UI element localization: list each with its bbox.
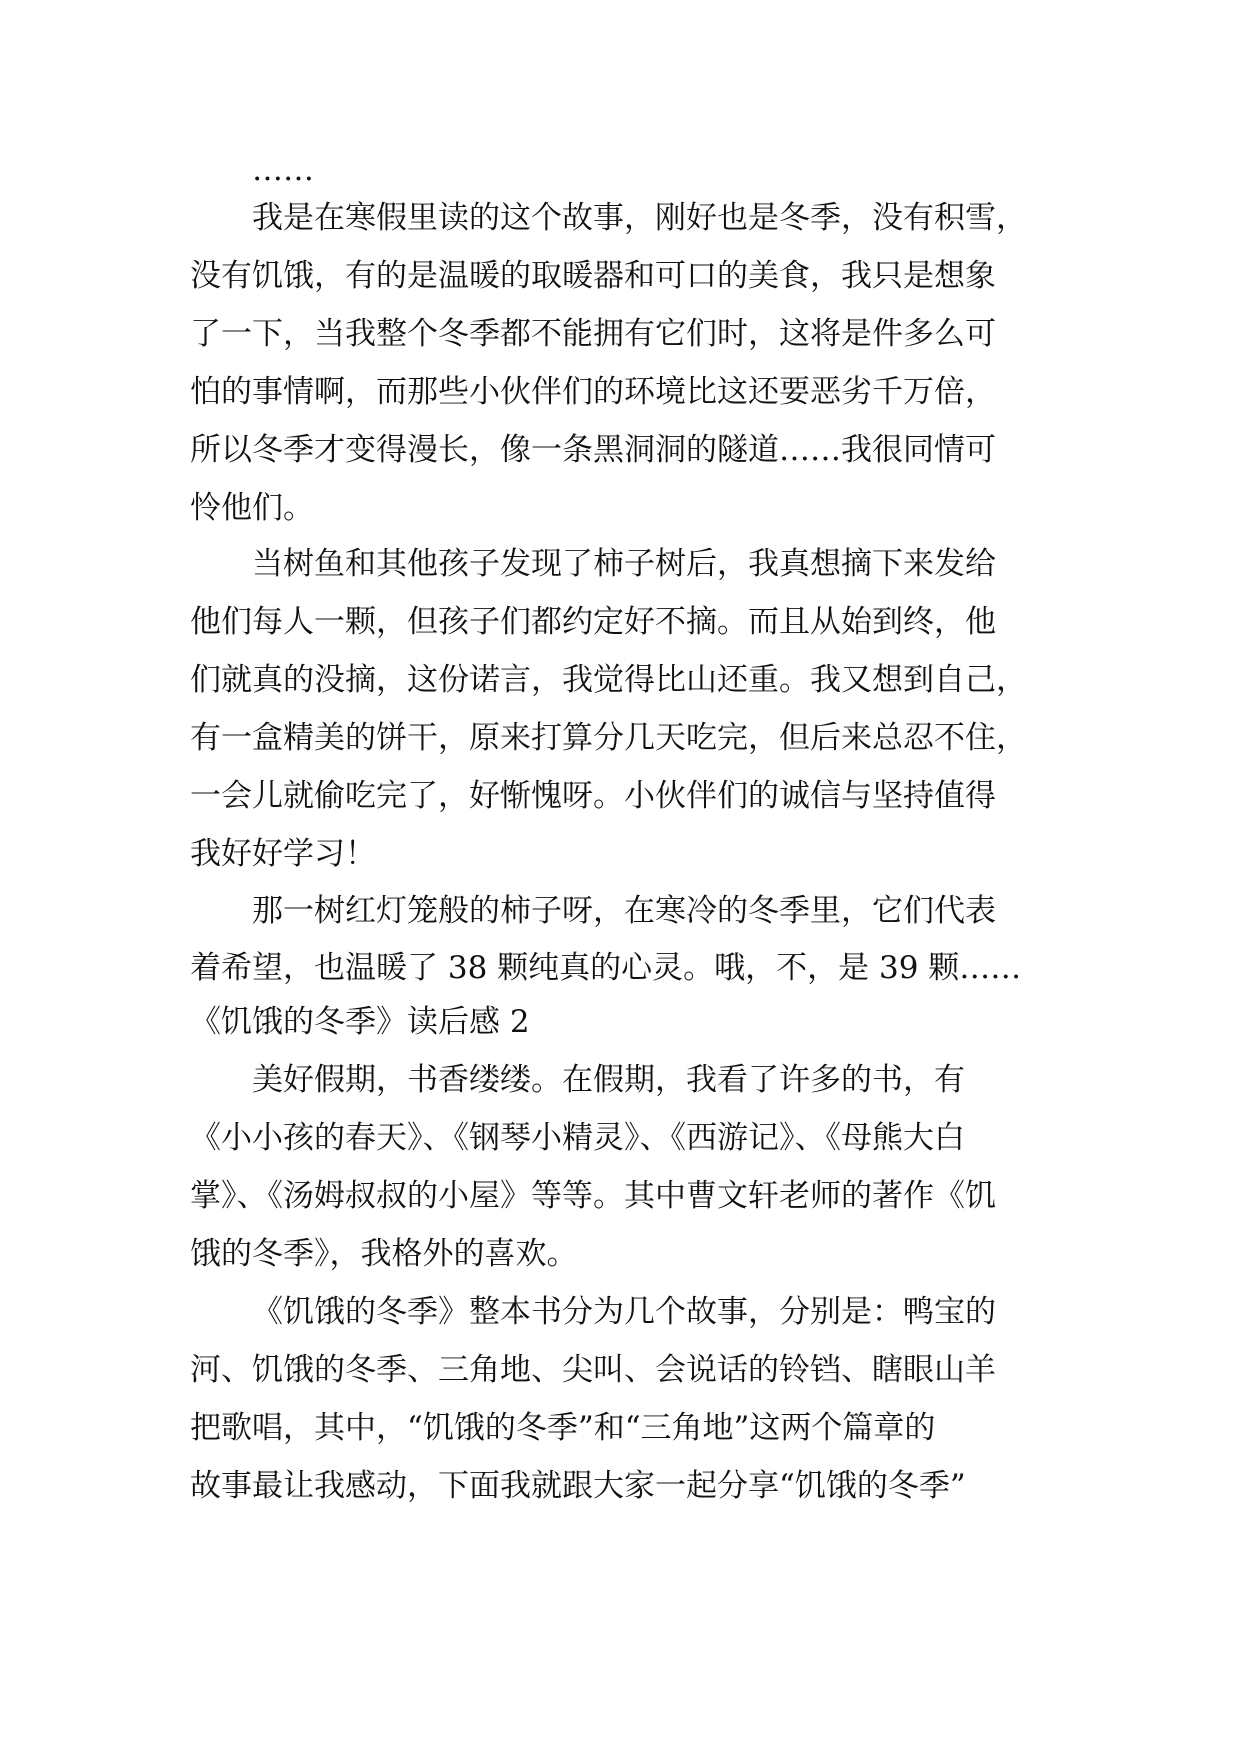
paragraph-line: 《小小孩的春天》、《钢琴小精灵》、《西游记》、《母熊大白: [190, 1120, 965, 1156]
paragraph-line: 故事最让我感动，下面我就跟大家一起分享“饥饿的冬季”: [190, 1468, 966, 1504]
section-heading: 《饥饿的冬季》读后感 2: [190, 1004, 530, 1040]
paragraph-line: 饿的冬季》，我格外的喜欢。: [190, 1236, 578, 1272]
paragraph-line: 们就真的没摘，这份诺言，我觉得比山还重。我又想到自己，: [190, 662, 1027, 698]
paragraph-line: 他们每人一颗，但孩子们都约定好不摘。而且从始到终，他: [190, 604, 996, 640]
paragraph-line: 那一树红灯笼般的柿子呀，在寒冷的冬季里，它们代表: [252, 893, 996, 929]
paragraph-line: 《饥饿的冬季》整本书分为几个故事，分别是：鸭宝的: [252, 1294, 996, 1330]
ellipsis-line: ……: [252, 152, 314, 188]
paragraph-line: 所以冬季才变得漫长，像一条黑洞洞的隧道……我很同情可: [190, 432, 996, 468]
paragraph-line: 把歌唱，其中，“饥饿的冬季”和“三角地”这两个篇章的: [190, 1410, 936, 1446]
paragraph-line: 掌》、《汤姆叔叔的小屋》等等。其中曹文轩老师的著作《饥: [190, 1178, 996, 1214]
paragraph-line: 了一下，当我整个冬季都不能拥有它们时，这将是件多么可: [190, 316, 996, 352]
paragraph-line: 美好假期，书香缕缕。在假期，我看了许多的书，有: [252, 1062, 965, 1098]
paragraph-line: 当树鱼和其他孩子发现了柿子树后，我真想摘下来发给: [252, 546, 996, 582]
paragraph-line: 河、饥饿的冬季、三角地、尖叫、会说话的铃铛、瞎眼山羊: [190, 1352, 996, 1388]
paragraph-line: 怕的事情啊，而那些小伙伴们的环境比这还要恶劣千万倍，: [190, 374, 996, 410]
paragraph-line: 我好好学习！: [190, 836, 376, 872]
paragraph-line: 怜他们。: [190, 490, 314, 526]
paragraph-line: 一会儿就偷吃完了，好惭愧呀。小伙伴们的诚信与坚持值得: [190, 778, 996, 814]
paragraph-line: 着希望，也温暖了 38 颗纯真的心灵。哦，不，是 39 颗……: [190, 950, 1022, 986]
paragraph-line: 我是在寒假里读的这个故事，刚好也是冬季，没有积雪，: [252, 200, 1027, 236]
paragraph-line: 有一盒精美的饼干，原来打算分几天吃完，但后来总忍不住，: [190, 720, 1027, 756]
paragraph-line: 没有饥饿，有的是温暖的取暖器和可口的美食，我只是想象: [190, 258, 996, 294]
